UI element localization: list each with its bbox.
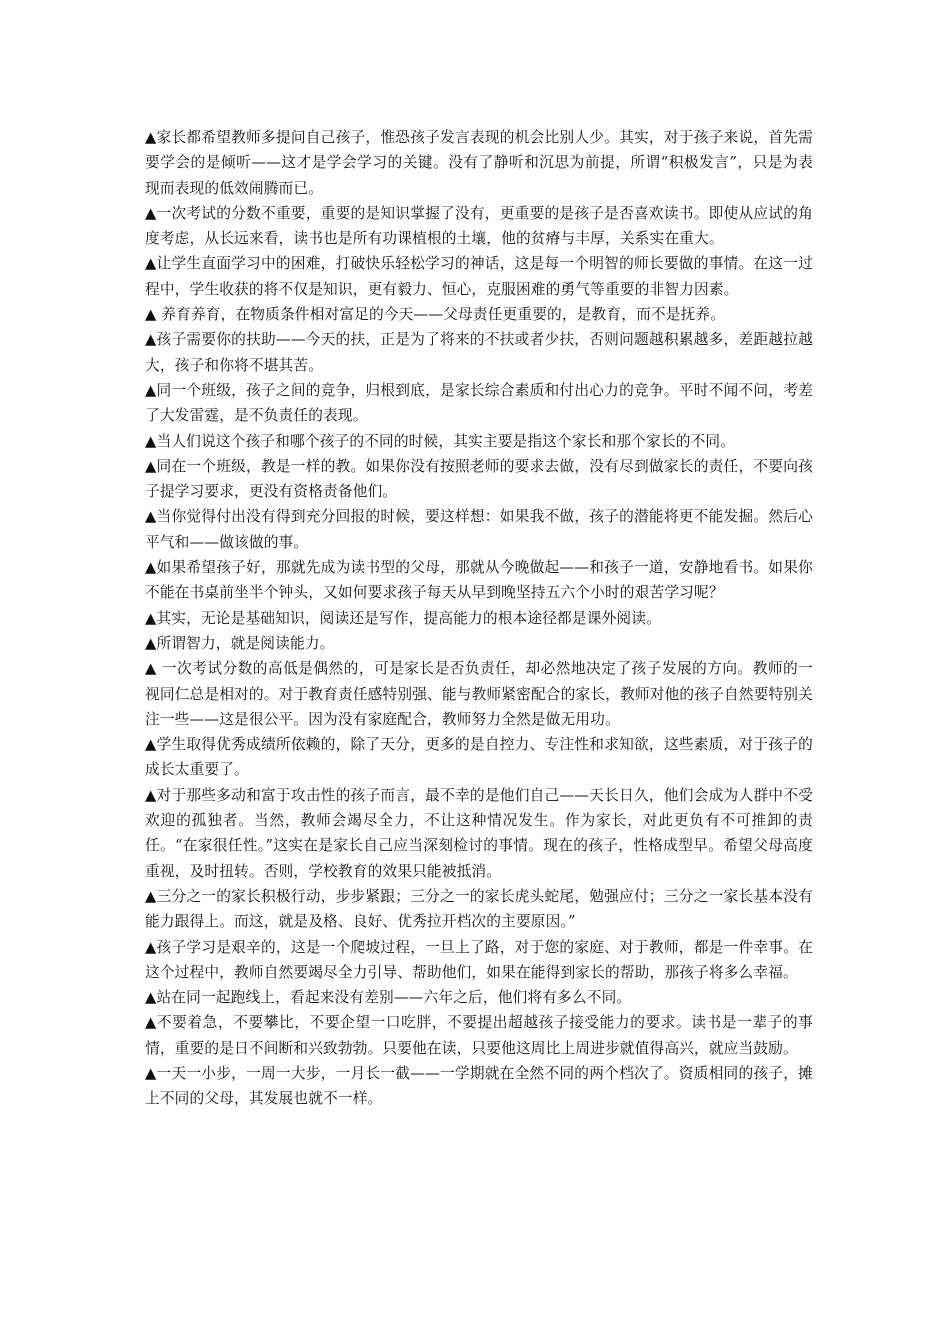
paragraph: ▲家长都希望教师多提问自己孩子，惟恐孩子发言表现的机会比别人少。其实，对于孩子来说，首先需要学会的是倾听——这才是学会学习的关键。没有了静听和沉思为前提，所谓“积极发言”，只是为表现而表现的低效闹腾而已。 <box>145 129 813 197</box>
paragraph: ▲如果希望孩子好，那就先成为读书型的父母，那就从今晚做起——和孩子一道，安静地看书。如果你不能在书桌前坐半个钟头，又如何要求孩子每天从早到晚坚持五六个小时的艰苦学习呢？ <box>145 559 813 602</box>
document-body <box>145 125 813 1112</box>
paragraph: ▲同在一个班级，教是一样的教。如果你没有按照老师的要求去做，没有尽到做家长的责任，不要向孩子提学习要求，更没有资格责备他们。 <box>145 457 813 501</box>
paragraph: ▲对于那些多动和富于攻击性的孩子而言，最不幸的是他们自己——天长日久，他们会成为人群中不受欢迎的孤独者。当然，教师会竭尽全力，不让这种情况发生。作为家长，对此更负有不可推卸的责任。“在家很任性。”这实在是家长自己应当深刻检讨的事情。现在的孩子，性格成型早。希望父母高度重视，及时扭转。否则，学校教育的效果只能被抵消。 <box>145 786 813 880</box>
paragraph: ▲一次考试的分数不重要，重要的是知识掌握了没有，更重要的是孩子是否喜欢读书。即使从应试的角度考虑，从长远来看，读书也是所有功课植根的土壤，他的贫瘠与丰厚，关系实在重大。 <box>145 204 813 248</box>
paragraph: ▲所谓智力，就是阅读能力。 <box>145 634 335 652</box>
paragraph: ▲ 一次考试分数的高低是偶然的，可是家长是否负责任，却必然地决定了孩子发展的方向。教师的一视同仁总是相对的。对于教育责任感特别强、能与教师紧密配合的家长，教师对他的孩子自然要特别关注一些——这是很公平。因为没有家庭配合，教师努力全然是做无用功。 <box>145 660 813 728</box>
paragraph: ▲三分之一的家长积极行动，步步紧跟；三分之一的家长虎头蛇尾，勉强应付；三分之一家长基本没有能力跟得上。而这，就是及格、良好、优秀拉开档次的主要原因。” <box>145 887 813 931</box>
paragraph: ▲孩子学习是艰辛的，这是一个爬坡过程，一旦上了路，对于您的家庭、对于教师，都是一件幸事。在这个过程中，教师自然要竭尽全力引导、帮助他们，如果在能得到家长的帮助，那孩子将多么幸福。 <box>145 938 813 981</box>
paragraph: ▲当你觉得付出没有得到充分回报的时候，要这样想：如果我不做，孩子的潜能将更不能发掘。然后心平气和——做该做的事。 <box>145 508 813 551</box>
paragraph: ▲孩子需要你的扶助——今天的扶，正是为了将来的不扶或者少扶，否则问题越积累越多，差距越拉越大，孩子和你将不堪其苦。 <box>145 331 813 374</box>
paragraph: ▲ 养育养育，在物质条件相对富足的今天——父母责任更重要的，是教育，而不是抚养。 <box>145 306 726 324</box>
paragraph: ▲同一个班级，孩子之间的竞争，归根到底，是家长综合素质和付出心力的竞争。平时不闻不问，考差了大发雷霆，是不负责任的表现。 <box>145 381 813 425</box>
paragraph: ▲站在同一起跑线上，看起来没有差别——六年之后，他们将有多么不同。 <box>145 989 632 1007</box>
paragraph: ▲让学生直面学习中的困难，打破快乐轻松学习的神话，这是每一个明智的师长要做的事情。在这一过程中，学生收获的将不仅是知识，更有毅力、恒心，克服困难的勇气等重要的非智力因素。 <box>145 255 813 298</box>
paragraph: ▲不要着急，不要攀比，不要企望一口吃胖，不要提出超越孩子接受能力的要求。读书是一辈子的事情，重要的是日不间断和兴致勃勃。只要他在读，只要他这周比上周进步就值得高兴，就应当鼓励。 <box>145 1014 813 1057</box>
paragraph: ▲一天一小步，一周一大步，一月长一截——一学期就在全然不同的两个档次了。资质相同的孩子，摊上不同的父母，其发展也就不一样。 <box>145 1064 813 1108</box>
paragraph: ▲当人们说这个孩子和哪个孩子的不同的时候，其实主要是指这个家长和那个家长的不同。 <box>145 432 736 450</box>
paragraph: ▲其实，无论是基础知识，阅读还是写作，提高能力的根本途径都是课外阅读。 <box>145 609 661 627</box>
paragraph: ▲学生取得优秀成绩所依赖的，除了天分，更多的是自控力、专注性和求知欲，这些素质，对于孩子的成长太重要了。 <box>145 736 813 779</box>
